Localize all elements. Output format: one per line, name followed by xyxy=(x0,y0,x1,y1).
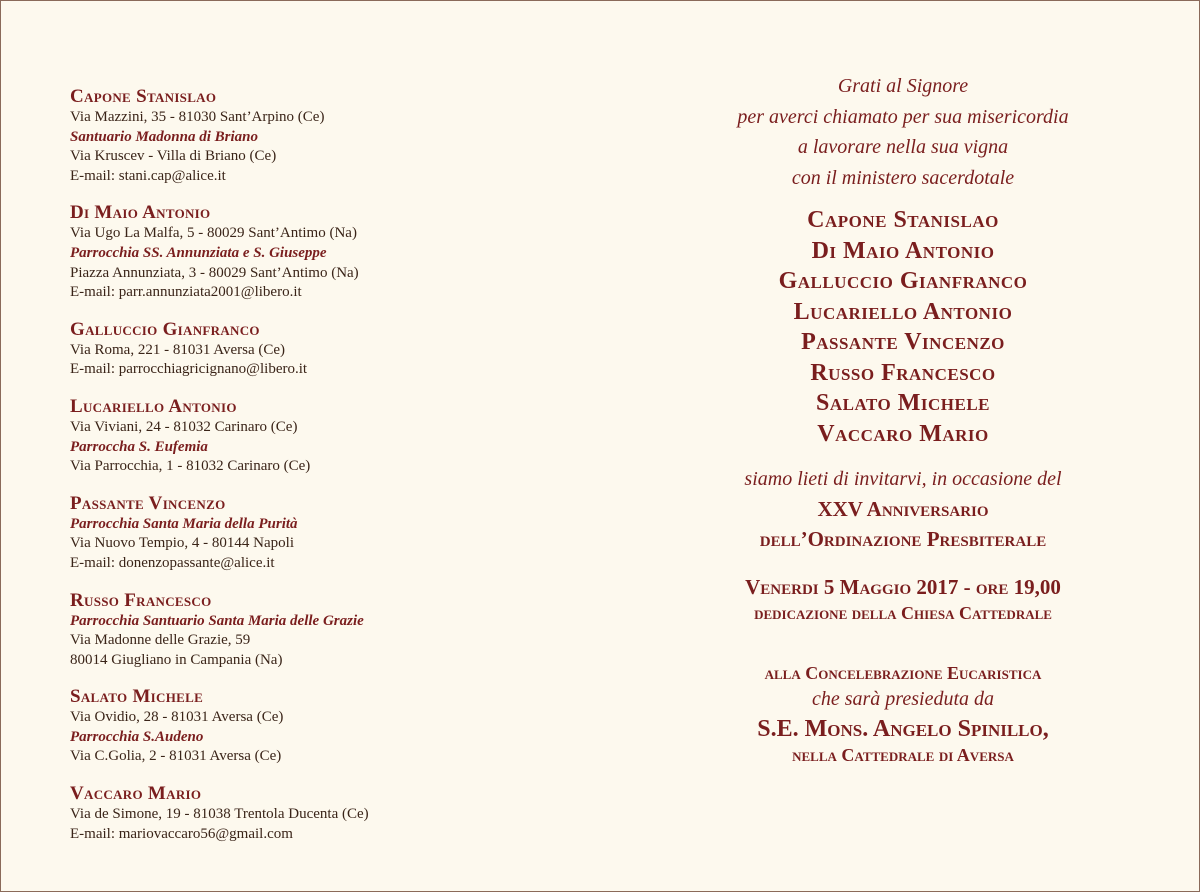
intro-line: Grati al Signore xyxy=(837,75,969,97)
address-line: E-mail: donenzopassante@alice.it xyxy=(70,554,275,571)
presided-text: che sarà presieduta da xyxy=(811,688,994,710)
address-entry xyxy=(70,318,590,380)
dedication-line: dedicazione della Chiesa Cattedrale xyxy=(754,603,1052,623)
intro-line: per averci chiamato per sua misericordia xyxy=(737,105,1069,128)
address-entry xyxy=(70,201,590,302)
priest-name: Salato Michele xyxy=(815,390,991,416)
intro-line: a lavorare nella sua vigna xyxy=(797,136,1009,158)
address-name: Russo Francesco xyxy=(70,589,212,611)
address-entry xyxy=(70,782,590,844)
address-name: Galluccio Gianfranco xyxy=(70,318,260,340)
event-place: nella Cattedrale di Aversa xyxy=(792,745,1014,765)
parish-name: Parroccha S. Eufemia xyxy=(70,438,208,455)
intro-line: con il ministero sacerdotale xyxy=(791,166,1015,189)
address-name: Di Maio Antonio xyxy=(70,202,211,224)
address-line: E-mail: parrocchiagricignano@libero.it xyxy=(70,361,308,378)
address-line: Via Madonne delle Grazie, 59 xyxy=(70,632,251,649)
priest-names xyxy=(703,205,1103,449)
celebration-line: alla Concelebrazione Eucaristica xyxy=(764,663,1042,683)
celebration-block xyxy=(703,662,1103,766)
parish-name: Parrocchia SS. Annunziata e S. Giuseppe xyxy=(70,244,327,261)
address-name: Vaccaro Mario xyxy=(70,783,202,805)
address-line: Via Viviani, 24 - 81032 Carinaro (Ce) xyxy=(70,418,298,435)
address-line: Via Ovidio, 28 - 81031 Aversa (Ce) xyxy=(70,709,284,726)
address-entry xyxy=(70,395,590,477)
parish-name: Parrocchia Santa Maria della Purità xyxy=(70,515,298,532)
priest-name: Galluccio Gianfranco xyxy=(778,268,1028,294)
address-entry xyxy=(70,685,590,767)
address-line: E-mail: mariovaccaro56@gmail.com xyxy=(70,825,293,842)
address-line: E-mail: stani.cap@alice.it xyxy=(70,167,226,184)
address-name: Lucariello Antonio xyxy=(70,395,237,417)
priest-name: Russo Francesco xyxy=(810,359,996,386)
address-entry xyxy=(70,85,590,186)
address-line: Via Kruscev - Villa di Briano (Ce) xyxy=(70,148,277,165)
priest-name: Passante Vincenzo xyxy=(801,329,1005,355)
address-line: Piazza Annunziata, 3 - 80029 Sant’Antimo (Na) xyxy=(70,264,359,281)
address-line: Via Ugo La Malfa, 5 - 80029 Sant’Antimo (Na) xyxy=(70,225,357,242)
address-name: Salato Michele xyxy=(70,686,204,708)
event-date: Venerdi 5 Maggio 2017 - ore 19,00 xyxy=(745,575,1061,599)
address-name: Capone Stanislao xyxy=(70,86,217,107)
address-line: E-mail: parr.annunziata2001@libero.it xyxy=(70,284,302,301)
address-line: Via Mazzini, 35 - 81030 Sant’Arpino (Ce) xyxy=(70,109,325,125)
address-line: Via Nuovo Tempio, 4 - 80144 Napoli xyxy=(70,535,294,552)
date-block xyxy=(703,572,1103,624)
parish-name: Parrocchia S.Audeno xyxy=(70,728,204,745)
invitation-panel xyxy=(703,71,1103,766)
parish-name: Santuario Madonna di Briano xyxy=(70,128,258,145)
address-line: Via Roma, 221 - 81031 Aversa (Ce) xyxy=(70,341,286,358)
address-entry xyxy=(70,589,590,671)
anniversary-subtitle: dell’Ordinazione Presbiterale xyxy=(759,527,1047,551)
address-list xyxy=(70,85,590,859)
address-line: Via de Simone, 19 - 81038 Trentola Ducenta (Ce) xyxy=(70,806,369,823)
anniversary-title: XXV Anniversario xyxy=(817,497,989,521)
address-line: Via Parrocchia, 1 - 81032 Carinaro (Ce) xyxy=(70,458,311,475)
invite-block xyxy=(703,465,1103,554)
address-entry xyxy=(70,492,590,574)
address-name: Passante Vincenzo xyxy=(70,492,226,514)
priest-name: Lucariello Antonio xyxy=(793,298,1013,325)
priest-name: Capone Stanislao xyxy=(807,207,999,233)
intro-text xyxy=(703,71,1103,193)
address-line: 80014 Giugliano in Campania (Na) xyxy=(70,651,283,668)
celebrant-name: S.E. Mons. Angelo Spinillo, xyxy=(757,716,1049,742)
invite-text: siamo lieti di invitarvi, in occasione del xyxy=(744,468,1062,490)
priest-name: Vaccaro Mario xyxy=(817,420,989,447)
priest-name: Di Maio Antonio xyxy=(811,237,995,264)
address-line: Via C.Golia, 2 - 81031 Aversa (Ce) xyxy=(70,748,282,765)
parish-name: Parrocchia Santuario Santa Maria delle Grazie xyxy=(70,612,364,629)
